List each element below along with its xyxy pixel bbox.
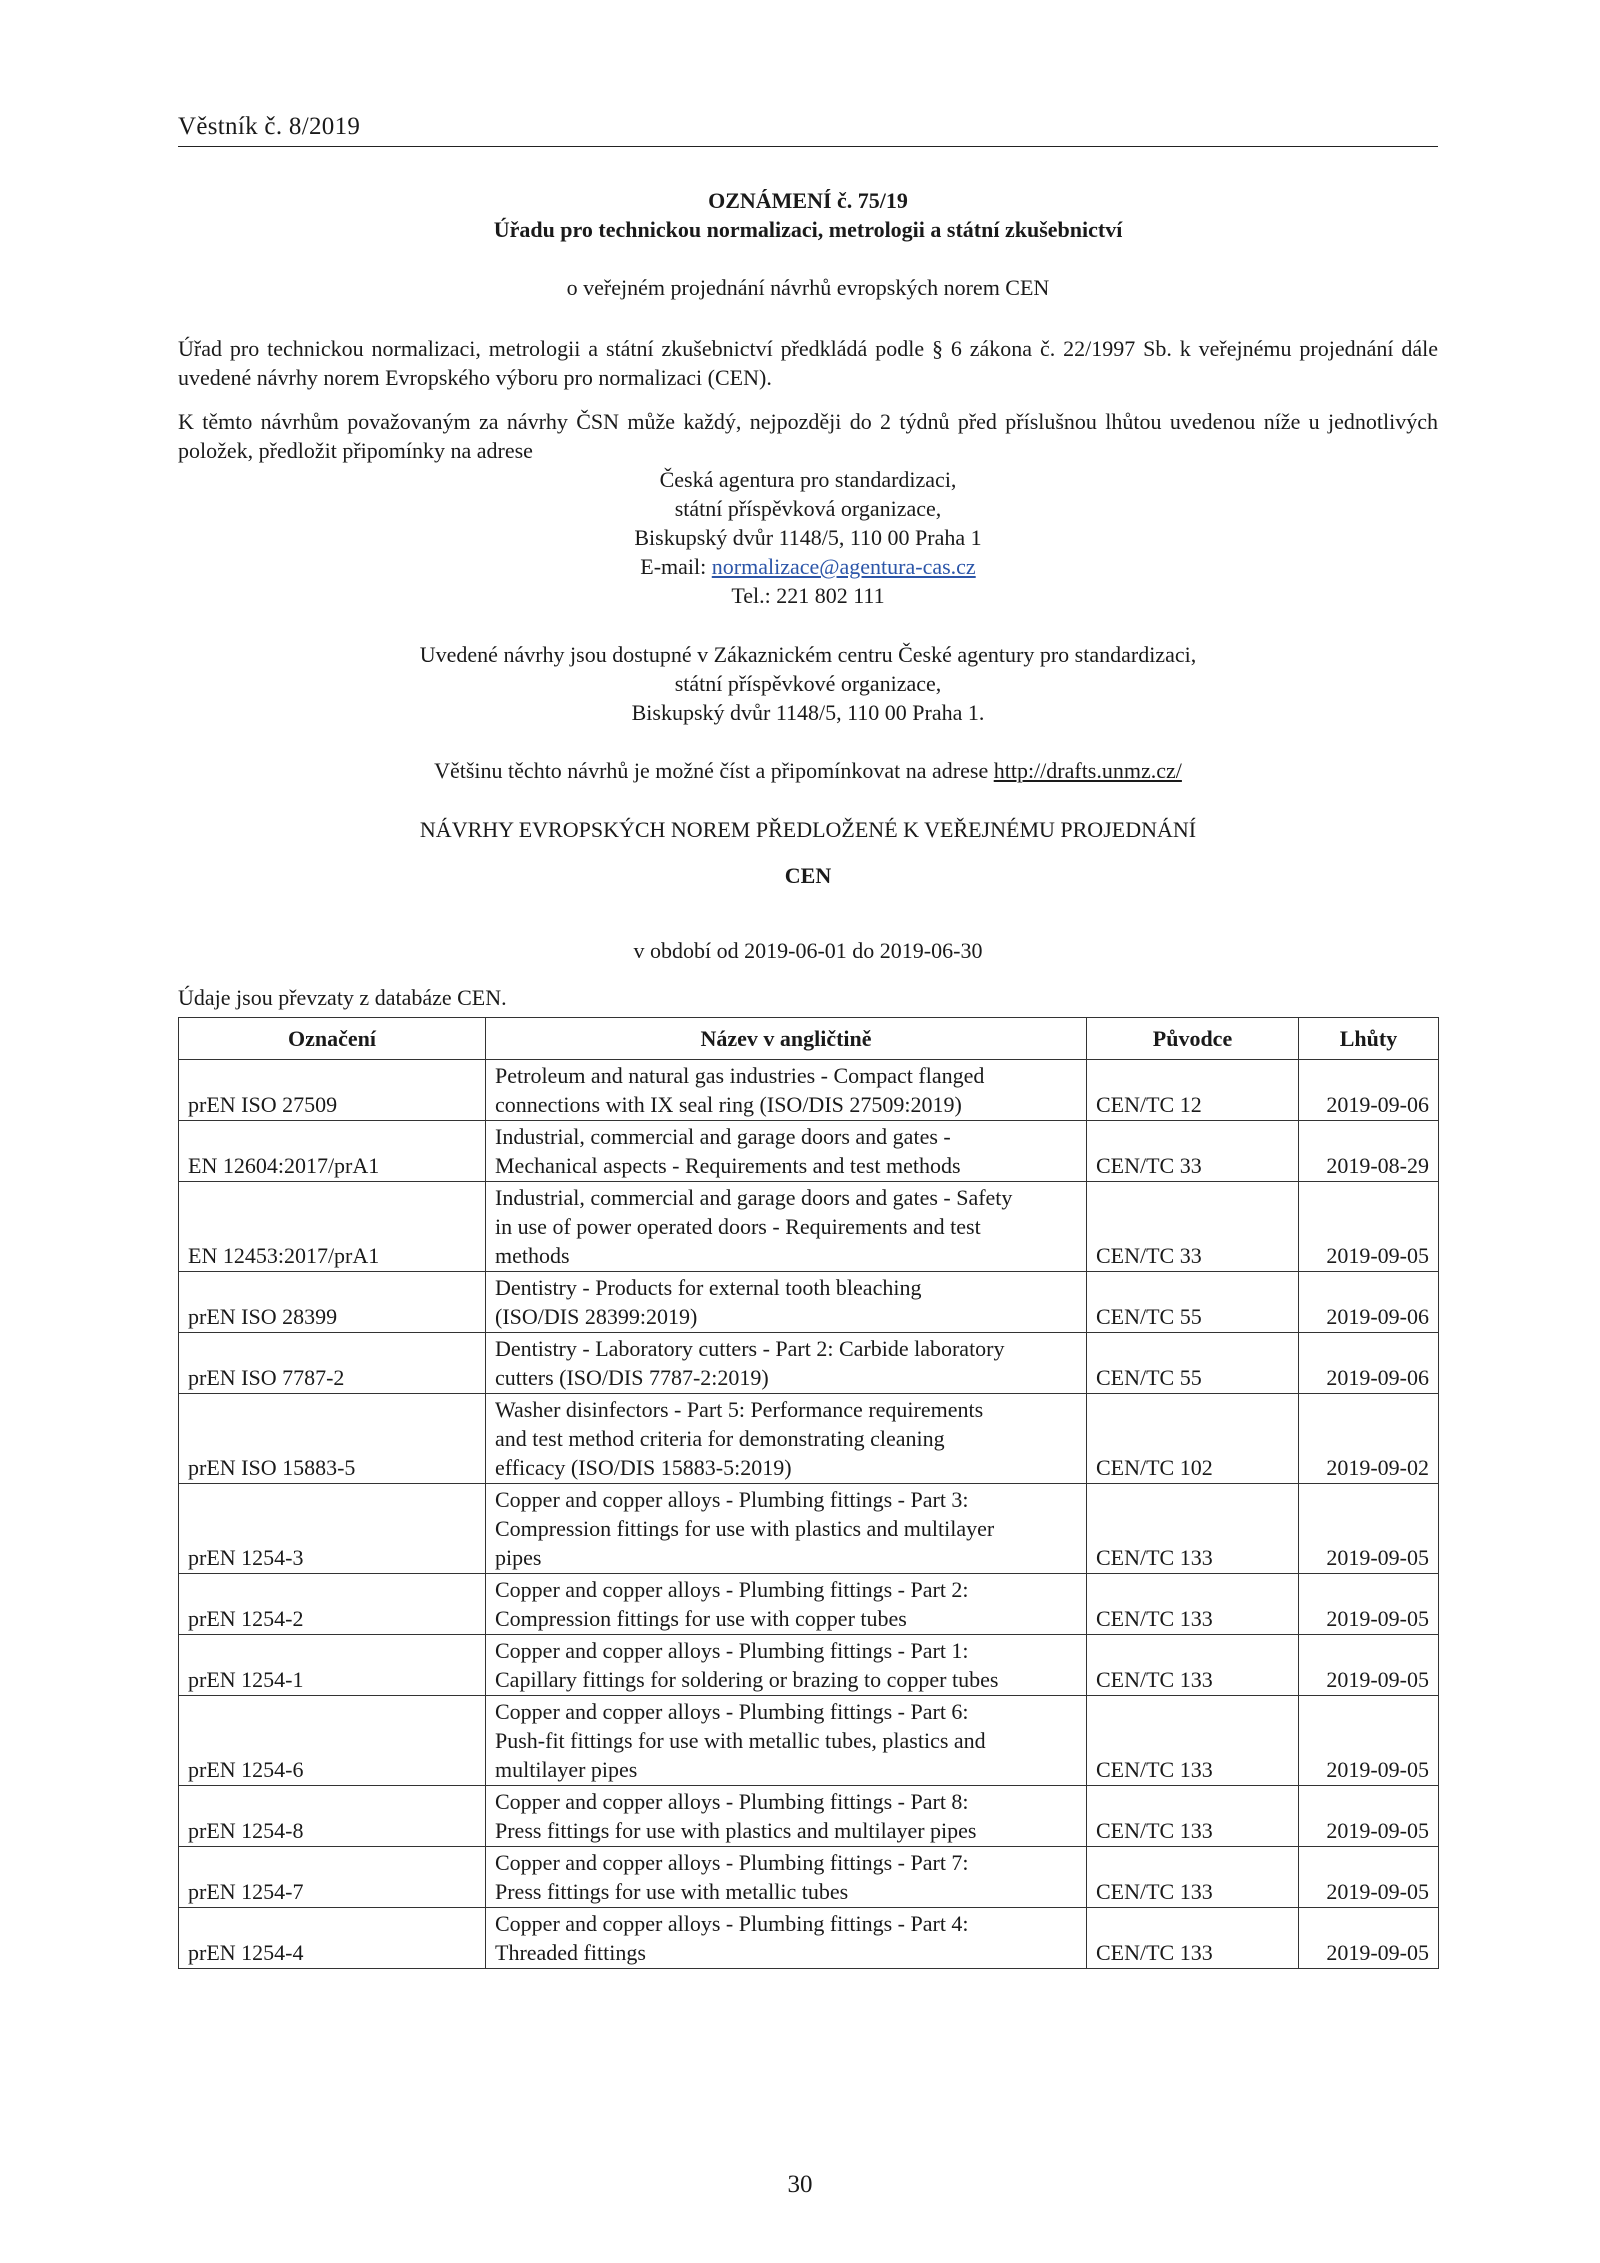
cell-name-line: methods [495,1243,570,1268]
cell-code: prEN 1254-2 [179,1574,486,1635]
cell-name [486,1484,1087,1574]
cell-deadline: 2019-09-05 [1299,1786,1439,1847]
cell-origin: CEN/TC 55 [1087,1333,1299,1394]
drafts-url-link[interactable]: http://drafts.unmz.cz/ [993,758,1182,783]
column-header-deadline: Lhůty [1299,1018,1439,1060]
cell-code: prEN ISO 28399 [179,1272,486,1333]
cell-origin: CEN/TC 133 [1087,1908,1299,1969]
cell-code: prEN 1254-3 [179,1484,486,1574]
address-block [178,465,1438,610]
address-email-line [178,552,1438,581]
section-org: CEN [784,863,832,888]
availability-line-2: státní příspěvkové organizace, [674,671,942,696]
cell-deadline: 2019-09-02 [1299,1394,1439,1484]
cell-name [486,1182,1087,1272]
table-row [179,1696,1439,1786]
table-row [179,1635,1439,1696]
cell-deadline: 2019-08-29 [1299,1121,1439,1182]
cell-deadline: 2019-09-06 [1299,1060,1439,1121]
cell-code: prEN 1254-1 [179,1635,486,1696]
availability-line-3: Biskupský dvůr 1148/5, 110 00 Praha 1. [631,700,985,725]
address-line-3: Biskupský dvůr 1148/5, 110 00 Praha 1 [634,525,982,550]
cell-code: prEN ISO 27509 [179,1060,486,1121]
cell-deadline: 2019-09-05 [1299,1182,1439,1272]
cell-code: prEN 1254-7 [179,1847,486,1908]
cell-origin: CEN/TC 33 [1087,1182,1299,1272]
cell-name-line: Press fittings for use with metallic tubes [495,1879,849,1904]
column-header-origin: Původce [1087,1018,1299,1060]
cell-name [486,1635,1087,1696]
table-row [179,1333,1439,1394]
cell-name-line: efficacy (ISO/DIS 15883-5:2019) [495,1455,792,1480]
cell-code: prEN 1254-4 [179,1908,486,1969]
cell-name-line: Copper and copper alloys - Plumbing fittings - Part 6: [495,1699,969,1724]
availability-line-1: Uvedené návrhy jsou dostupné v Zákaznickém centru České agentury pro standardizaci, [419,642,1197,667]
cell-name-line: Dentistry - Laboratory cutters - Part 2: Carbide laboratory [495,1336,1005,1361]
cell-name-line: Petroleum and natural gas industries - Compact flanged [495,1063,985,1088]
cell-name [486,1121,1087,1182]
cell-name-line: Industrial, commercial and garage doors and gates - Safety [495,1185,1013,1210]
bulletin-header: Věstník č. 8/2019 [178,113,361,140]
cell-origin: CEN/TC 133 [1087,1847,1299,1908]
cell-origin: CEN/TC 102 [1087,1394,1299,1484]
cell-code: prEN 1254-6 [179,1696,486,1786]
table-body [179,1060,1439,1969]
cell-code: prEN 1254-8 [179,1786,486,1847]
cell-name-line: multilayer pipes [495,1757,638,1782]
cell-name-line: Washer disinfectors - Part 5: Performance requirements [495,1397,984,1422]
cell-name-line: Compression fittings for use with copper tubes [495,1606,907,1631]
cell-name-line: Copper and copper alloys - Plumbing fittings - Part 2: [495,1577,969,1602]
cell-origin: CEN/TC 12 [1087,1060,1299,1121]
table-row [179,1272,1439,1333]
notice-subject: o veřejném projednání návrhů evropských norem CEN [566,275,1050,300]
cell-origin: CEN/TC 133 [1087,1574,1299,1635]
cell-origin: CEN/TC 55 [1087,1272,1299,1333]
cell-name-line: connections with IX seal ring (ISO/DIS 27509:2019) [495,1092,962,1117]
drafts-text: Většinu těchto návrhů je možné číst a připomínkovat na adrese [434,758,994,783]
email-link[interactable]: normalizace@agentura-cas.cz [711,554,976,579]
cell-name-line: Mechanical aspects - Requirements and test methods [495,1153,961,1178]
cell-origin: CEN/TC 133 [1087,1484,1299,1574]
table-row [179,1121,1439,1182]
cell-name [486,1574,1087,1635]
cell-name [486,1333,1087,1394]
column-header-name: Název v angličtině [486,1018,1087,1060]
address-phone: Tel.: 221 802 111 [731,583,885,608]
cell-name-line: Copper and copper alloys - Plumbing fittings - Part 7: [495,1850,969,1875]
table-row [179,1786,1439,1847]
notice-intro-paragraph: Úřad pro technickou normalizaci, metrologii a státní zkušebnictví předkládá podle § 6 zákona č. 22/1997 Sb. k veřejnému projednání dále uvedené návrhy norem Evropského výboru pro normalizaci (CEN). [178,336,1438,390]
cell-origin: CEN/TC 133 [1087,1696,1299,1786]
cell-name-line: Copper and copper alloys - Plumbing fittings - Part 3: [495,1487,969,1512]
cell-name-line: Push-fit fittings for use with metallic tubes, plastics and [495,1728,986,1753]
cell-name-line: Press fittings for use with plastics and multilayer pipes [495,1818,977,1843]
cell-code: EN 12453:2017/prA1 [179,1182,486,1272]
table-row [179,1847,1439,1908]
table-row [179,1182,1439,1272]
cell-name-line: Threaded fittings [495,1940,646,1965]
cell-name [486,1696,1087,1786]
section-title: NÁVRHY EVROPSKÝCH NOREM PŘEDLOŽENÉ K VEŘEJNÉMU PROJEDNÁNÍ [419,817,1197,842]
cell-name-line: pipes [495,1545,542,1570]
table-row [179,1908,1439,1969]
cell-name-line: (ISO/DIS 28399:2019) [495,1304,698,1329]
cell-code: prEN ISO 15883-5 [179,1394,486,1484]
cell-name-line: Copper and copper alloys - Plumbing fittings - Part 8: [495,1789,969,1814]
cell-code: EN 12604:2017/prA1 [179,1121,486,1182]
cell-deadline: 2019-09-05 [1299,1484,1439,1574]
section-period: v období od 2019-06-01 do 2019-06-30 [633,938,983,963]
cell-code: prEN ISO 7787-2 [179,1333,486,1394]
cell-name-line: in use of power operated doors - Requirements and test [495,1214,981,1239]
cell-origin: CEN/TC 133 [1087,1635,1299,1696]
cell-name-line: Industrial, commercial and garage doors and gates - [495,1124,951,1149]
cell-name-line: Compression fittings for use with plastics and multilayer [495,1516,995,1541]
cell-deadline: 2019-09-05 [1299,1908,1439,1969]
cell-name [486,1272,1087,1333]
cell-deadline: 2019-09-05 [1299,1574,1439,1635]
table-header-row [179,1018,1439,1060]
notice-number: OZNÁMENÍ č. 75/19 [708,188,908,213]
cell-name [486,1786,1087,1847]
drafts-line [178,756,1438,785]
cell-name [486,1394,1087,1484]
cell-name [486,1908,1087,1969]
cell-origin: CEN/TC 33 [1087,1121,1299,1182]
notice-comments-paragraph: K těmto návrhům považovaným za návrhy ČSN může každý, nejpozději do 2 týdnů před příslušnou lhůtou uvedenou níže u jednotlivých položek, předložit připomínky na adrese [178,409,1438,463]
availability-block [178,640,1438,727]
table-row [179,1060,1439,1121]
notice-authority: Úřadu pro technickou normalizaci, metrologii a státní zkušebnictví [493,217,1123,242]
address-line-2: státní příspěvková organizace, [674,496,942,521]
cell-name [486,1060,1087,1121]
address-line-1: Česká agentura pro standardizaci, [659,467,957,492]
cell-deadline: 2019-09-06 [1299,1333,1439,1394]
cell-name [486,1847,1087,1908]
cell-name-line: Copper and copper alloys - Plumbing fittings - Part 1: [495,1638,969,1663]
cell-deadline: 2019-09-05 [1299,1696,1439,1786]
table-row [179,1574,1439,1635]
cell-name-line: Dentistry - Products for external tooth bleaching [495,1275,922,1300]
cell-deadline: 2019-09-05 [1299,1847,1439,1908]
table-row [179,1484,1439,1574]
cell-name-line: cutters (ISO/DIS 7787-2:2019) [495,1365,769,1390]
cell-origin: CEN/TC 133 [1087,1786,1299,1847]
table-row [179,1394,1439,1484]
cell-name-line: Copper and copper alloys - Plumbing fittings - Part 4: [495,1911,969,1936]
page-number: 30 [787,2171,813,2198]
cell-deadline: 2019-09-06 [1299,1272,1439,1333]
header-divider [178,146,1438,147]
drafts-table [178,1017,1439,1969]
cell-name-line: and test method criteria for demonstrating cleaning [495,1426,945,1451]
email-label: E-mail: [640,554,712,579]
column-header-code: Označení [179,1018,486,1060]
cell-name-line: Capillary fittings for soldering or brazing to copper tubes [495,1667,999,1692]
cell-deadline: 2019-09-05 [1299,1635,1439,1696]
section-source-note: Údaje jsou převzaty z databáze CEN. [178,985,507,1010]
